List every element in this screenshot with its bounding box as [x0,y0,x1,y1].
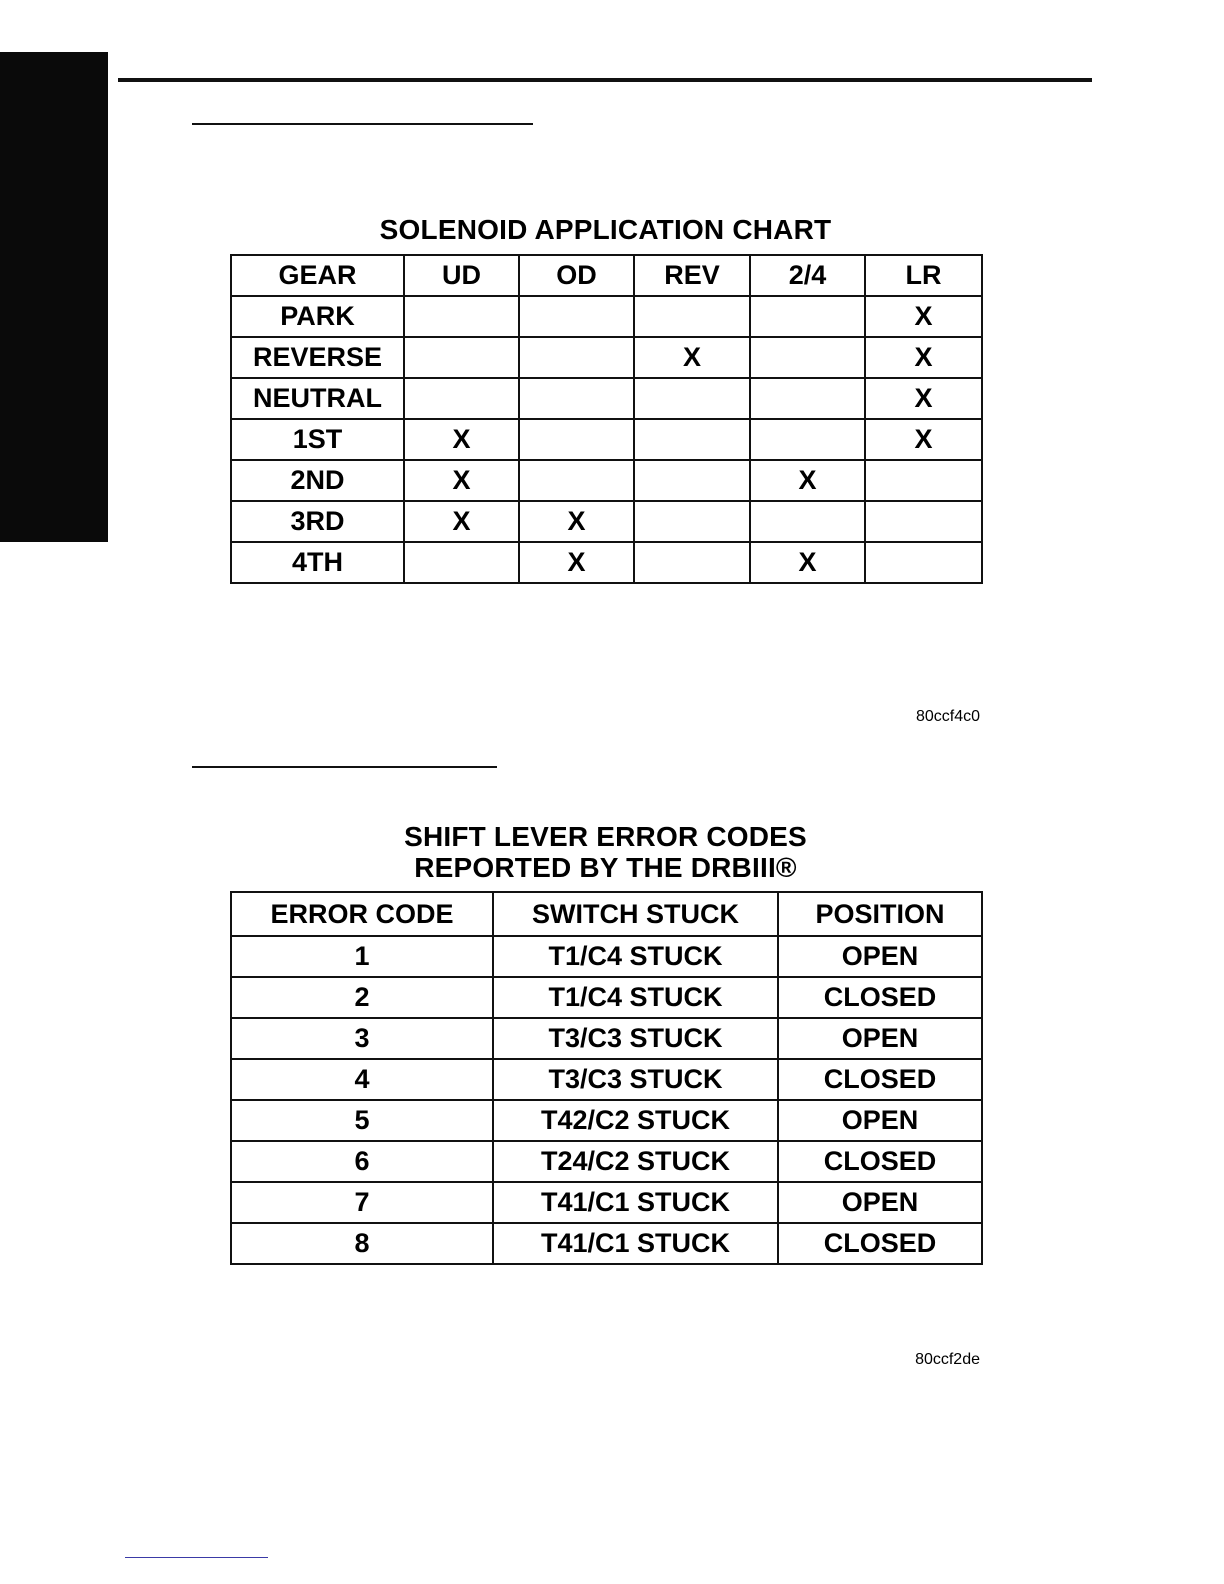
solenoid-cell [865,460,982,501]
solenoid-chart-title: SOLENOID APPLICATION CHART [379,214,832,245]
error-codes-title: SHIFT LEVER ERROR CODES REPORTED BY THE DRBIII® [404,821,807,883]
table-row [231,1100,982,1141]
solenoid-column-header: REV [634,255,750,296]
solenoid-cell [519,419,634,460]
solenoid-cell [404,296,519,337]
table-row [231,1141,982,1182]
table-row [231,1059,982,1100]
error-code-cell: CLOSED [778,1059,982,1100]
error-code-cell: T24/C2 STUCK [493,1141,778,1182]
table-row [231,977,982,1018]
solenoid-cell [519,378,634,419]
solenoid-column-header: GEAR [231,255,404,296]
solenoid-cell [634,296,750,337]
error-code-cell: 1 [231,936,493,977]
solenoid-cell: 1ST [231,419,404,460]
solenoid-cell: X [865,378,982,419]
error-code-cell: 8 [231,1223,493,1264]
solenoid-application-table [230,254,983,584]
solenoid-cell [404,337,519,378]
error-code-cell: T3/C3 STUCK [493,1059,778,1100]
solenoid-cell [865,501,982,542]
solenoid-figure-code: 80ccf4c0 [915,708,980,725]
table-row [231,1182,982,1223]
error-code-cell: 5 [231,1100,493,1141]
solenoid-cell [750,337,865,378]
error-code-column-header: ERROR CODE [231,892,493,936]
section-heading-underline-2 [192,766,497,768]
error-code-cell: CLOSED [778,1141,982,1182]
error-code-cell: OPEN [778,1018,982,1059]
header-rule [118,78,1092,82]
solenoid-cell [865,542,982,583]
solenoid-cell: X [750,460,865,501]
table-row [231,542,982,583]
error-codes-table [230,891,983,1265]
table-row [231,460,982,501]
error-code-cell: OPEN [778,1100,982,1141]
error-code-cell: 3 [231,1018,493,1059]
table-row [231,296,982,337]
table-row [231,501,982,542]
error-code-cell: CLOSED [778,1223,982,1264]
solenoid-cell: X [865,337,982,378]
error-code-cell: T42/C2 STUCK [493,1100,778,1141]
solenoid-cell: X [519,542,634,583]
section-side-tab [0,52,108,542]
solenoid-cell [634,419,750,460]
footer-link-underline[interactable] [125,1557,268,1558]
solenoid-cell: X [404,419,519,460]
error-code-cell: T1/C4 STUCK [493,977,778,1018]
solenoid-column-header: 2/4 [750,255,865,296]
solenoid-column-header: LR [865,255,982,296]
error-code-cell: T41/C1 STUCK [493,1223,778,1264]
solenoid-cell [750,378,865,419]
table-row [231,1223,982,1264]
solenoid-cell: PARK [231,296,404,337]
error-code-cell: 4 [231,1059,493,1100]
solenoid-cell: X [750,542,865,583]
solenoid-cell [750,419,865,460]
error-code-cell: 6 [231,1141,493,1182]
solenoid-cell: 2ND [231,460,404,501]
solenoid-cell [634,501,750,542]
solenoid-cell: REVERSE [231,337,404,378]
table-row [231,378,982,419]
solenoid-cell [634,542,750,583]
table-row [231,1018,982,1059]
solenoid-cell [750,296,865,337]
solenoid-cell [404,542,519,583]
error-code-header-row [231,892,982,936]
solenoid-cell [519,296,634,337]
solenoid-cell [519,337,634,378]
error-code-cell: T3/C3 STUCK [493,1018,778,1059]
solenoid-column-header: OD [519,255,634,296]
error-code-cell: 2 [231,977,493,1018]
solenoid-cell [634,460,750,501]
solenoid-cell: X [865,419,982,460]
solenoid-cell: X [519,501,634,542]
solenoid-cell [750,501,865,542]
solenoid-cell [519,460,634,501]
solenoid-cell: X [634,337,750,378]
error-code-cell: T41/C1 STUCK [493,1182,778,1223]
error-code-column-header: POSITION [778,892,982,936]
solenoid-cell: X [865,296,982,337]
error-code-cell: 7 [231,1182,493,1223]
solenoid-cell: 3RD [231,501,404,542]
solenoid-cell [634,378,750,419]
error-code-cell: OPEN [778,936,982,977]
solenoid-header-row [231,255,982,296]
solenoid-cell: X [404,460,519,501]
error-code-cell: T1/C4 STUCK [493,936,778,977]
table-row [231,337,982,378]
table-row [231,936,982,977]
section-heading-underline-1 [192,123,533,125]
error-codes-figure-code: 80ccf2de [915,1351,980,1368]
solenoid-cell [404,378,519,419]
solenoid-column-header: UD [404,255,519,296]
error-code-cell: OPEN [778,1182,982,1223]
solenoid-cell: 4TH [231,542,404,583]
error-code-cell: CLOSED [778,977,982,1018]
solenoid-cell: X [404,501,519,542]
error-code-column-header: SWITCH STUCK [493,892,778,936]
table-row [231,419,982,460]
solenoid-cell: NEUTRAL [231,378,404,419]
